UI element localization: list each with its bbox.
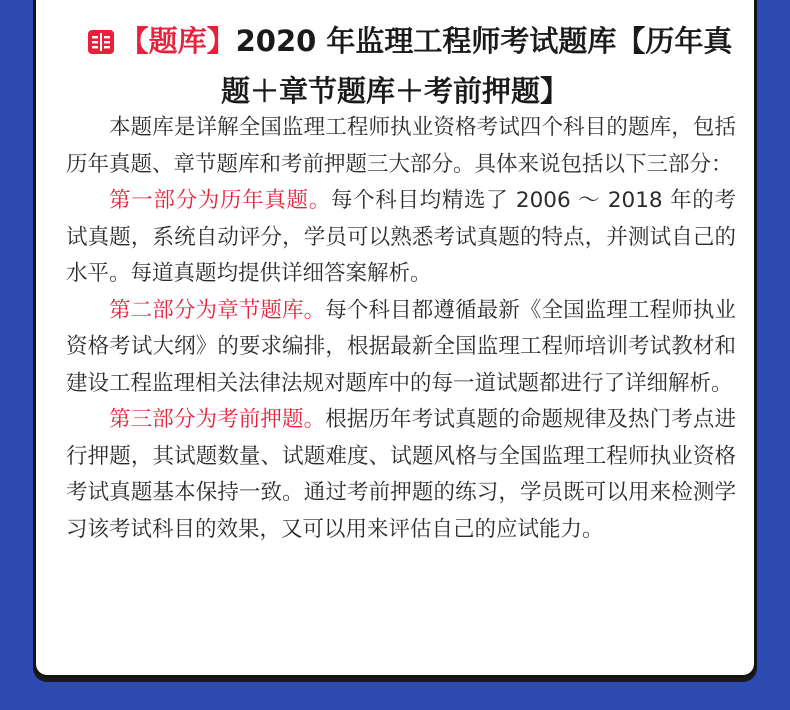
paragraph-text: 每个科目均精选了 2006 ～ 2018 年的考试真题，系统自动评分，学员可以熟悉考试真题的特点，并测试自己的水平。每道真题均提供详细答案解析。 — [66, 188, 736, 286]
paragraph-text: 根据历年考试真题的命题规律及热门考点进行押题，其试题数量、试题难度、试题风格与全国监理工程师执业资格考试真题基本保持一致。通过考前押题的练习，学员既可以用来检测学习该考试科目的效果，又可以用来评估自己的应试能力。 — [66, 407, 736, 542]
part-two-paragraph — [66, 293, 736, 403]
intro-paragraph — [66, 110, 736, 183]
part-three-paragraph — [66, 402, 736, 548]
title-text-line-2: 题＋章节题库＋考前押题】 — [220, 74, 569, 108]
title-tag: 【题库】 — [119, 24, 236, 58]
paragraph-highlight: 第二部分为章节题库。 — [109, 297, 326, 323]
part-one-paragraph — [66, 183, 736, 293]
title-line-1 — [36, 18, 754, 68]
paragraph-text: 每个科目都遵循最新《全国监理工程师执业资格考试大纲》的要求编排，根据最新全国监理工程师培训考试教材和建设工程监理相关法律法规对题库中的每一道试题都进行了详细解析。 — [66, 297, 736, 396]
paragraph-highlight: 第三部分为考前押题。 — [109, 407, 326, 432]
book-list-icon — [88, 21, 114, 68]
description-body — [66, 110, 736, 548]
title-text-line-1: 2020 年监理工程师考试题库【历年真 — [235, 24, 733, 58]
page-title — [36, 18, 754, 115]
content-card — [33, 0, 757, 678]
paragraph-highlight: 第一部分为历年真题。 — [109, 188, 331, 213]
paragraph-text: 本题库是详解全国监理工程师执业资格考试四个科目的题库，包括历年真题、章节题库和考前押题三大部分。具体来说包括以下三部分： — [66, 115, 736, 177]
